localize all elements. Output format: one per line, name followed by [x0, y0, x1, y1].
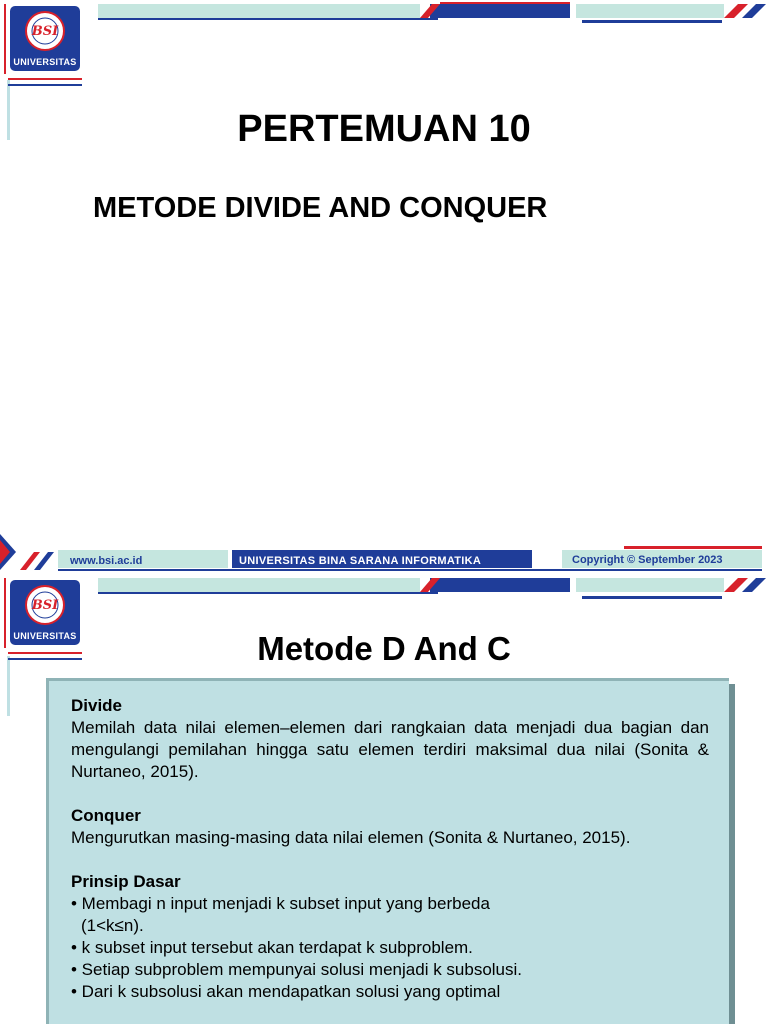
slide-subtitle: METODE DIVIDE AND CONQUER: [93, 192, 548, 224]
header-band: [0, 0, 768, 24]
list-item: • k subset input tersebut akan terdapat k subproblem.: [71, 938, 473, 957]
seal-text: BSI: [31, 597, 59, 613]
conquer-heading: Conquer: [71, 806, 141, 825]
prinsip-heading: Prinsip Dasar: [71, 872, 181, 891]
logo-label: UNIVERSITAS: [13, 631, 77, 641]
accent-line: [8, 78, 82, 80]
accent-line: [8, 84, 82, 86]
slide-title: PERTEMUAN 10: [237, 108, 531, 150]
seal-text: BSI: [31, 23, 59, 39]
header-band: [0, 572, 768, 596]
content-box: [46, 678, 729, 1024]
content-text: [71, 695, 709, 1003]
divide-text: Memilah data nilai elemen–elemen dari rangkaian data menjadi dua bagian dan mengulangi pemilahan hingga satu elemen terdiri maksimal dua nilai (Sonita & Nurtaneo, 2015).: [71, 718, 709, 781]
footer-band: [0, 532, 768, 572]
list-item: • Membagi n input menjadi k subset input yang berbeda: [71, 894, 490, 913]
list-item: (1<k≤n).: [81, 916, 144, 935]
footer-university: UNIVERSITAS BINA SARANA INFORMATIKA: [239, 555, 482, 567]
content-slide: [0, 572, 768, 1024]
logo-label: UNIVERSITAS: [13, 57, 77, 67]
bsi-logo: [10, 6, 80, 71]
footer-copyright: Copyright © September 2023: [572, 554, 723, 566]
slide-title: Metode D And C: [257, 630, 511, 667]
accent-line: [4, 4, 6, 74]
list-item: • Setiap subproblem mempunyai solusi menjadi k subsolusi.: [71, 960, 523, 979]
footer-url: www.bsi.ac.id: [70, 555, 143, 567]
conquer-text: Mengurutkan masing-masing data nilai elemen (Sonita & Nurtaneo, 2015).: [71, 828, 631, 847]
divide-heading: Divide: [71, 696, 123, 715]
list-item: • Dari k subsolusi akan mendapatkan solusi yang optimal: [71, 982, 501, 1001]
